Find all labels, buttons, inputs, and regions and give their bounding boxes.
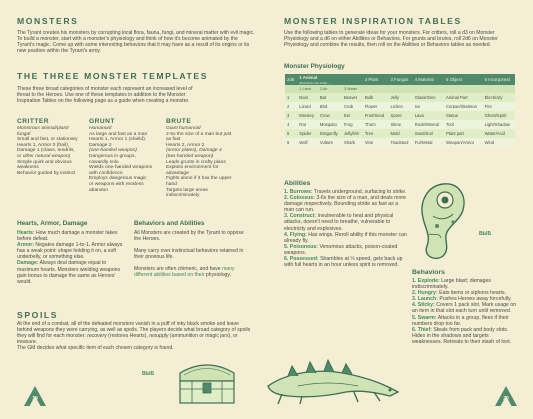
behavior-number: 6.: [412, 326, 417, 333]
table-cell: Ice: [413, 102, 444, 111]
armor-text: Negates damage 1-to-1. Armor always has a weak point: shape holding it on, a soft underbelly, or something else.: [17, 242, 123, 261]
table-cell: Monkey: [297, 111, 318, 120]
behavior-number: 4.: [412, 302, 417, 309]
table-cell: Corpse/Skeleton: [444, 102, 483, 111]
table-row: [285, 102, 515, 111]
table-header-cell: 5 Object: [444, 74, 483, 85]
ghost-monster-illustration: [413, 176, 471, 262]
ability-label: Colossus:: [289, 195, 315, 202]
grunt-line: (one-handed weapon): [89, 148, 137, 154]
table-row: [285, 93, 515, 102]
table-cell: Fire: [483, 102, 515, 111]
behaviors-p3-highlight: many different abilities based on their: [134, 266, 235, 279]
table-cell: Ghost/Spirit: [483, 111, 515, 120]
physiology-table: [285, 74, 515, 147]
ability-number: 3.: [284, 213, 289, 220]
spoils-body: (ammunition or magic jars), or: [168, 333, 238, 340]
inspiration-heading: MONSTER INSPIRATION TABLES: [284, 16, 462, 26]
brute-line: Exploits environment for: [166, 165, 219, 171]
header-animal: 1 Animal: [299, 74, 318, 80]
damage-label: Damage:: [17, 260, 39, 267]
behavior-item: [412, 302, 520, 314]
stamp-mark: ВЫБ: [478, 231, 492, 237]
table-cell: Plant part: [444, 129, 483, 138]
grunt-line: Humanoid: [89, 126, 112, 131]
grunt-title: GRUNT: [89, 118, 115, 125]
behavior-item: [412, 278, 520, 290]
table-cell: Shark: [342, 138, 363, 147]
table-cell: Vine: [363, 138, 389, 147]
table-cell: Rock/Mineral: [413, 120, 444, 129]
table-cell: Jelly: [389, 93, 413, 102]
table-header-cell: 3 Fungus: [389, 74, 413, 85]
table-cell: Fur/Metal: [413, 138, 444, 147]
ability-label: Flying:: [289, 231, 307, 238]
brute-line: (two-handed weapon): [166, 153, 214, 159]
table-cell: Electricity: [483, 93, 515, 102]
hearts-text: How much damage a monster takes before defeat.: [17, 230, 118, 243]
ability-text: Shambles at ½ speed, gets back up with full hearts in an hour unless spirit is removed.: [284, 256, 403, 269]
table-cell: Wind: [483, 138, 515, 147]
inspiration-intro-text: Use the following tables to generate ideas for your monsters. For critters, roll a d3 on Monster Physiology and a d6 on either Abilities or Behaviors. For grunts and brutes, roll 2d6 on Monster Physiology and combine the results, then roll on the Abilities or Behaviors tables as needed.: [284, 30, 498, 49]
table-subheader-cell: [285, 85, 297, 93]
critter-line: Damage 1 (claws, tendrils,: [17, 148, 75, 154]
grunt-details: [89, 126, 169, 193]
behaviors-p2: Many carry over instinctual behaviors retained in their previous life.: [134, 248, 244, 261]
critter-line: weakness: [17, 165, 39, 171]
ability-number: 5.: [284, 243, 289, 250]
critter-title: CRITTER: [17, 118, 50, 125]
ability-item: [284, 232, 408, 244]
grunt-line: abandon: [89, 187, 109, 193]
table-cell: Weapon/Armor: [444, 138, 483, 147]
table-cell: Bat: [318, 93, 342, 102]
table-header-cell: 4 Material: [413, 74, 444, 85]
behavior-text: Large blast; damages indiscriminately.: [412, 278, 492, 291]
abilities-list: [284, 189, 408, 268]
behavior-text: Attacks in a group, flees if their numbers drop too far.: [412, 314, 509, 327]
behaviors-list: [412, 278, 520, 345]
ability-item: [284, 195, 408, 213]
grunt-line: Wields one-handed weapons: [89, 165, 153, 171]
table-cell: Bulb: [363, 93, 389, 102]
table-cell: Thorn: [363, 120, 389, 129]
ability-text: Has wings. Reroll ability if this monster can already fly.: [284, 231, 407, 244]
ability-label: Possessed:: [289, 256, 319, 263]
table-cell: Dragonfly: [318, 129, 342, 138]
table-cell: Toadstool: [389, 138, 413, 147]
table-cell: Eel: [342, 111, 363, 120]
table-cell: Light/Shadow: [483, 120, 515, 129]
brute-line: Hearts 2, Armor 2: [166, 142, 205, 148]
table-row: [285, 138, 515, 147]
critter-line: fungal: [17, 131, 31, 137]
table-cell: Fruit/Seed: [363, 111, 389, 120]
ability-number: 4.: [284, 231, 289, 238]
grunt-line: with confidence: [89, 170, 123, 176]
ability-item: [284, 213, 408, 231]
spoils-text: [17, 321, 255, 351]
table-subheader-cell: 1 Land: [297, 85, 318, 93]
grunt-line: As large and fast as a man: [89, 131, 148, 137]
left-page: [0, 0, 266, 419]
grunt-line: Damage 2: [89, 142, 112, 148]
grunt-line: or weapons with reckless: [89, 181, 144, 187]
table-subheader-cell: 3 Water: [342, 85, 363, 93]
table-cell: Spider: [297, 129, 318, 138]
ability-label: Poisonous:: [289, 243, 319, 250]
physiology-heading: Monster Physiology: [284, 63, 345, 70]
damage-definition: [17, 260, 129, 284]
monsters-heading: MONSTERS: [17, 16, 79, 26]
table-header-cell: 2d6: [285, 74, 297, 85]
behavior-text: Eats items or siphons hearts.: [439, 290, 507, 297]
ability-label: Burrows:: [289, 189, 313, 195]
treasure-chest-illustration: [174, 355, 240, 407]
brute-line: 2-5x the size of a man but just: [166, 131, 232, 137]
damage-text: Always deal damage equal to maximum hearts. Monsters wielding weapons gain bonus to damage the same as Heroes' would.: [17, 260, 121, 285]
table-cell: Frog: [342, 120, 363, 129]
behavior-number: 2.: [412, 290, 417, 297]
behavior-label: Launch:: [417, 296, 438, 303]
armor-definition: [17, 242, 129, 260]
table-cell: 2: [285, 102, 297, 111]
table-cell: Sand/Soil: [413, 129, 444, 138]
ability-text: Invulnerable to heat and physical attacks, doesn't need to breathe, vulnerable to electricity and explosives.: [284, 213, 394, 232]
table-cell: Wolf: [297, 138, 318, 147]
ability-text: 3-6x the size of a man, and deals more damage respectively. Bounding stride as fast as a man can run.: [284, 195, 406, 214]
hearts-armor-damage-heading: Hearts, Armor, Damage: [17, 220, 88, 227]
table-header-cell: 2 Plant: [363, 74, 389, 85]
table-cell: Lava: [413, 111, 444, 120]
ability-item: [284, 256, 408, 268]
ability-item: [284, 244, 408, 256]
spoils-treasure: treasure: [17, 339, 36, 346]
brute-line: indiscriminately: [166, 193, 200, 199]
brute-title: BRUTE: [166, 118, 192, 125]
behavior-label: Swarm:: [417, 314, 437, 321]
brute-line: as fast: [166, 137, 181, 143]
spoils-gm-note: The GM decides what specific item of each chosen category is found.: [17, 345, 174, 352]
templates-heading: THE THREE MONSTER TEMPLATES: [17, 71, 209, 81]
brute-line: Giant humanoid: [166, 126, 201, 131]
table-cell: Tree: [363, 129, 389, 138]
ability-number: 1.: [284, 189, 289, 195]
spoils-heading: SPOILS: [17, 310, 59, 320]
behavior-text: Pushes Heroes away forcefully.: [439, 296, 512, 303]
ability-text: Travels underground, surfacing to strike.: [313, 189, 407, 195]
behavior-label: Thief:: [417, 326, 432, 333]
spoils-body: (restores Hearts),: [106, 333, 150, 340]
behavior-text: Covers 1 pack slot. Mark usage on an item in that slot each turn until removed.: [412, 302, 517, 315]
table-cell: Mosquito: [318, 120, 342, 129]
table-cell: 3: [285, 111, 297, 120]
behaviors-abilities-text: [134, 230, 252, 279]
behavior-label: Hungry:: [417, 290, 438, 297]
header-note: (Roll d3 for the critter ...: [299, 80, 331, 85]
behaviors-heading: Behaviors: [412, 269, 445, 276]
ability-text: Venomous attacks, poison-coated weapons.: [284, 243, 398, 256]
page-number: 19: [32, 396, 38, 402]
table-cell: Lichen: [389, 102, 413, 111]
table-cell: Jellyfish: [342, 129, 363, 138]
table-cell: Crab: [342, 102, 363, 111]
table-cell: Crow: [318, 111, 342, 120]
spoils-body: At the end of a combat, all of the defeated monsters vanish in a puff of inky black smoke and leave behind weapons they were carrying, as well as spoils. The players decide what broad category of spoils they will find for each monster:: [17, 321, 251, 340]
brute-line: Fights alone if it has the upper: [166, 176, 232, 182]
table-cell: Glass/Gem: [413, 93, 444, 102]
ability-label: Construct:: [289, 213, 317, 220]
table-row: [285, 111, 515, 120]
table-cell: Rat: [297, 120, 318, 129]
table-cell: Lizard: [297, 102, 318, 111]
grunt-line: Dangerous in groups,: [89, 153, 136, 159]
critter-line: Simple quirk and obvious: [17, 159, 72, 165]
stamp-mark: ВЫБ: [141, 371, 155, 377]
brute-line: Targets large areas: [166, 187, 208, 193]
behaviors-p1: All Monsters are created by the Tyrant to oppose the Heroes.: [134, 230, 244, 243]
behavior-text: Steals from pack and body slots. Hides in the shadows and targets weaknesses. Retreats to their stash of loot.: [412, 326, 512, 345]
table-row: [285, 120, 515, 129]
hearts-label: Hearts:: [17, 230, 35, 236]
table-header-cell: 6 Incorporeal: [483, 74, 515, 85]
behaviors-abilities-heading: Behaviors and Abilities: [134, 220, 205, 227]
brute-details: [166, 126, 256, 199]
critter-line: Hearts 1, Armor 0 (frail),: [17, 142, 70, 148]
table-cell: Tool: [444, 120, 483, 129]
table-subheader-cell: 2 Air: [318, 85, 342, 93]
critter-line: Monstrous animal/plant/: [17, 126, 69, 131]
behavior-number: 1.: [412, 278, 417, 284]
table-cell: Vulture: [318, 138, 342, 147]
table-cell: Beaver: [342, 93, 363, 102]
grunt-line: Employs dangerous magic: [89, 176, 147, 182]
table-subheader-row: [285, 85, 515, 93]
armor-label: Armor:: [17, 242, 34, 249]
table-cell: Flower: [363, 102, 389, 111]
spoils-resupply: resupply: [149, 333, 169, 340]
table-cell: Animal Part: [444, 93, 483, 102]
table-cell: Mold: [389, 129, 413, 138]
templates-intro-text: These three broad categories of monster each represent an increased level of threat to the Heroes. Use one of these templates in addition to the Monster Inspiration Tables on the following page as a guide when creating a monster.: [17, 86, 193, 105]
brute-line: (armor plates), Damage 4: [166, 148, 222, 154]
behaviors-p3-part: physiology.: [204, 272, 231, 279]
table-cell: Boar: [297, 93, 318, 102]
table-header-cell: [297, 74, 363, 85]
brute-line: advantage: [166, 170, 189, 176]
page-number: 20: [503, 396, 509, 402]
behavior-number: 5.: [412, 314, 417, 321]
table-cell: 1: [285, 93, 297, 102]
hearts-armor-damage-text: [17, 230, 129, 285]
behavior-label: Sticky:: [417, 302, 435, 309]
critter-line: or other natural weapon): [17, 153, 71, 159]
table-cell: Statue: [444, 111, 483, 120]
table-header-row: [285, 74, 515, 85]
table-cell: 5: [285, 129, 297, 138]
ability-number: 2.: [284, 195, 289, 202]
critter-details: [17, 126, 97, 176]
behavior-number: 3.: [412, 296, 417, 303]
table-cell: Bird: [318, 102, 342, 111]
behavior-label: Explode:: [417, 278, 440, 284]
grunt-line: cowardly solo: [89, 159, 119, 165]
table-cell: Spore: [389, 111, 413, 120]
brute-line: hand: [166, 181, 177, 187]
table-cell: Slime: [389, 120, 413, 129]
critter-line: Small and fast, or stationary: [17, 137, 78, 143]
table-cell: Water/Acid: [483, 129, 515, 138]
brute-line: Leads grunts in crafty plans: [166, 159, 226, 165]
critter-line: Behavior guided by instinct: [17, 170, 76, 176]
lizard-monster-illustration: [258, 346, 408, 406]
hearts-definition: [17, 230, 129, 242]
spoils-body: .: [35, 339, 38, 346]
behavior-item: [412, 327, 520, 345]
behavior-item: [412, 315, 520, 327]
behaviors-p3-part: Monsters are often chimeric, and have: [134, 266, 223, 273]
grunt-line: Hearts 1, Armor 1 (shield),: [89, 137, 147, 143]
spoils-recovery: recovery: [87, 333, 107, 340]
ability-number: 6.: [284, 256, 289, 263]
abilities-heading: Abilities: [284, 180, 311, 187]
table-row: [285, 129, 515, 138]
table-cell: 6: [285, 138, 297, 147]
behaviors-p3: [134, 266, 252, 278]
monsters-intro-text: The Tyrant creates his monsters by corrupting local flora, fauna, fungi, and mineral matter with evil magic. To build a monster, start with a monster's physiology and think of how it's become animated by the Tyrant's magic. Come up with some interesting behaviors that it may have as a result of its origins or its new position within the Tyrant's army.: [17, 30, 255, 55]
table-cell: 4: [285, 120, 297, 129]
